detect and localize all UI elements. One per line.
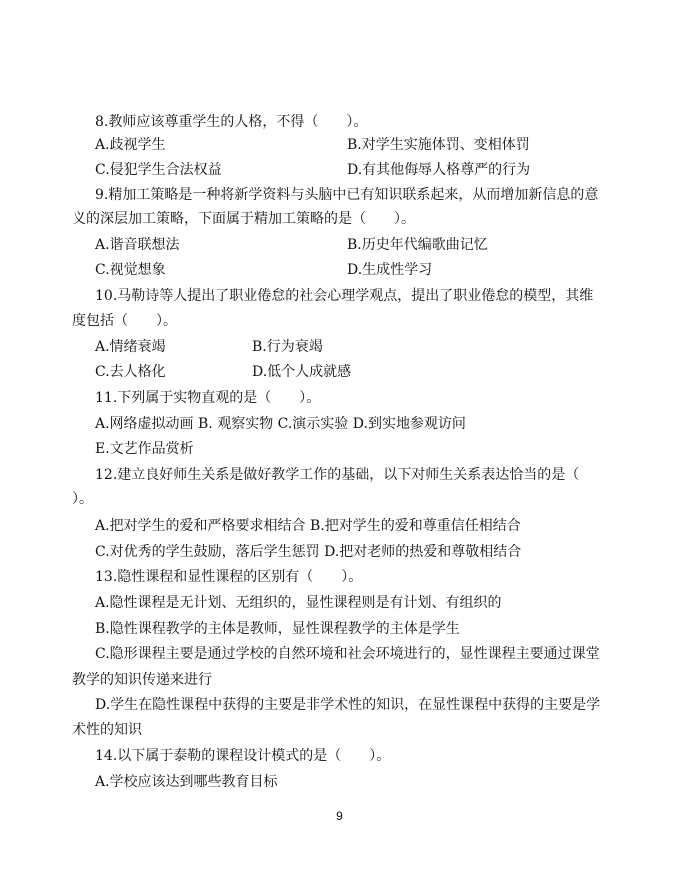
- q11-option-e: E.文艺作品赏析: [95, 441, 194, 457]
- q10-stem-line1: 10.马勒诗等人提出了职业倦怠的社会心理学观点，提出了职业倦怠的模型，其维: [95, 288, 594, 304]
- q8-option-c: C.侵犯学生合法权益: [95, 162, 222, 178]
- q13-option-c-line1: C.隐形课程主要是通过学校的自然环境和社会环境进行的，显性课程主要通过课堂: [95, 646, 600, 662]
- q8-option-a: A.歧视学生: [95, 137, 166, 153]
- q9-option-c: C.视觉想象: [95, 262, 166, 278]
- q10-option-b: B.行为衰竭: [252, 339, 323, 355]
- q9-stem-line1: 9.精加工策略是一种将新学资料与头脑中已有知识联系起来，从而增加新信息的意: [95, 187, 599, 203]
- page-number: 9: [336, 809, 343, 823]
- q14-stem: 14.以下属于泰勒的课程设计模式的是（ ）。: [95, 748, 391, 764]
- q13-stem: 13.隐性课程和显性课程的区别有（ ）。: [95, 569, 363, 585]
- q10-option-a: A.情绪衰竭: [95, 339, 166, 355]
- q11-stem: 11.下列属于实物直观的是（ ）。: [95, 390, 321, 406]
- q13-option-c-line2: 教学的知识传递来进行: [72, 672, 212, 688]
- q9-stem-line2: 义的深层加工策略，下面属于精加工策略的是（ ）。: [72, 211, 415, 227]
- q13-option-a: A.隐性课程是无计划、无组织的，显性课程则是有计划、有组织的: [95, 595, 502, 611]
- q9-option-a: A.谐音联想法: [95, 237, 180, 253]
- q12-options-ab: A.把对学生的爱和严格要求相结合 B.把对学生的爱和尊重信任相结合: [95, 518, 521, 534]
- q8-option-d: D.有其他侮辱人格尊严的行为: [347, 162, 531, 178]
- q13-option-d-line2: 术性的知识: [72, 722, 142, 738]
- q13-option-d-line1: D.学生在隐性课程中获得的主要是非学术性的知识，在显性课程中获得的主要是学: [95, 697, 601, 713]
- q9-option-b: B.历史年代编歌曲记忆: [347, 237, 488, 253]
- q14-option-a: A.学校应该达到哪些教育目标: [95, 774, 278, 790]
- q8-stem: 8.教师应该尊重学生的人格，不得（ ）。: [95, 114, 368, 130]
- q13-option-b: B.隐性课程教学的主体是教师，显性课程教学的主体是学生: [95, 621, 460, 637]
- q12-options-cd: C.对优秀的学生鼓励，落后学生惩罚 D.把对老师的热爱和尊敬相结合: [95, 544, 522, 560]
- q12-stem-line2: ）。: [72, 491, 93, 507]
- q8-option-b: B.对学生实施体罚、变相体罚: [347, 137, 530, 153]
- q11-options: A.网络虚拟动画 B. 观察实物 C.演示实验 D.到实地参观访问: [95, 416, 466, 432]
- q10-stem-line2: 度包括（ ）。: [72, 313, 177, 329]
- q9-option-d: D.生成性学习: [347, 262, 433, 278]
- q10-option-d: D.低个人成就感: [252, 364, 352, 380]
- q10-option-c: C.去人格化: [95, 364, 166, 380]
- q12-stem-line1: 12.建立良好师生关系是做好教学工作的基础，以下对师生关系表达恰当的是（: [95, 467, 580, 483]
